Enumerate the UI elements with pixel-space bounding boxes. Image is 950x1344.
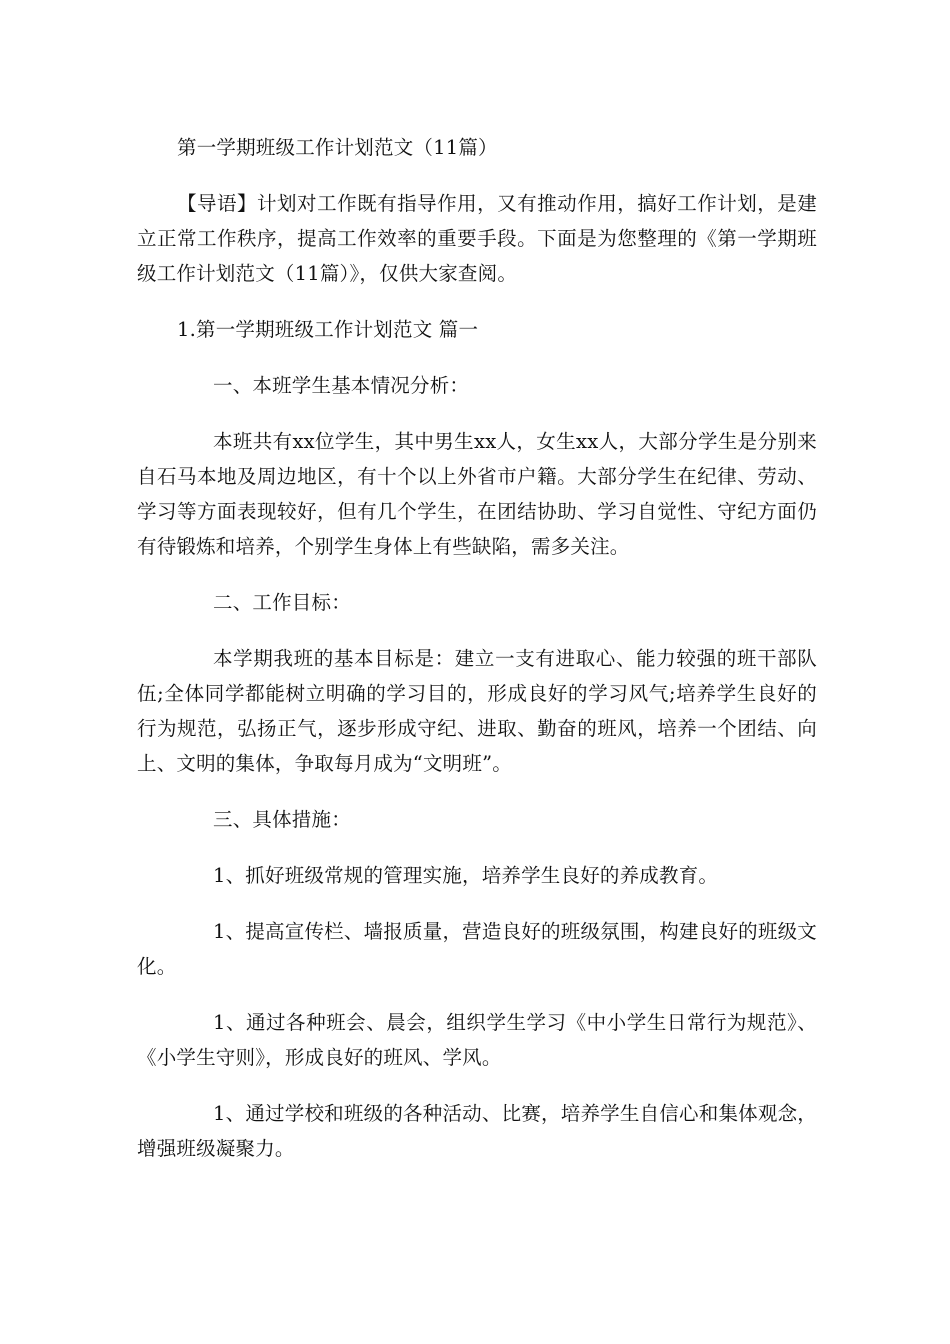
heading-basic-situation: 一、本班学生基本情况分析： [213,374,470,397]
measure-item: 1、通过各种班会、晨会，组织学生学习《中小学生日常行为规范》、《小学生守则》，形成良好的班风、学风。 [137,1011,817,1069]
document-body [137,130,817,1166]
intro-paragraph: 【导语】计划对工作既有指导作用，又有推动作用，搞好工作计划，是建立正常工作秩序，提高工作效率的重要手段。下面是为您整理的《第一学期班级工作计划范文（11篇）》，仅供大家查阅。 [137,192,817,285]
measure-item: 1、抓好班级常规的管理实施，培养学生良好的养成教育。 [213,864,719,887]
paragraph-work-goals: 本学期我班的基本目标是：建立一支有进取心、能力较强的班干部队伍;全体同学都能树立明确的学习目的，形成良好的学习风气;培养学生良好的行为规范，弘扬正气，逐步形成守纪、进取、勤奋的班风，培养一个团结、向上、文明的集体，争取每月成为“文明班”。 [137,647,817,775]
heading-specific-measures: 三、具体措施： [213,808,351,831]
measure-item: 1、提高宣传栏、墙报质量，营造良好的班级氛围，构建良好的班级文化。 [137,920,817,978]
measure-item: 1、通过学校和班级的各种活动、比赛，培养学生自信心和集体观念，增强班级凝聚力。 [137,1102,817,1160]
paragraph-basic-situation: 本班共有xx位学生，其中男生xx人，女生xx人，大部分学生是分别来自石马本地及周边地区，有十个以上外省市户籍。大部分学生在纪律、劳动、学习等方面表现较好，但有几个学生，在团结协助、学习自觉性、守纪方面仍有待锻炼和培养，个别学生身体上有些缺陷，需多关注。 [137,430,817,558]
heading-work-goals: 二、工作目标： [213,591,351,614]
section-title: 1.第一学期班级工作计划范文 篇一 [177,318,479,341]
document-title: 第一学期班级工作计划范文（11篇） [177,136,498,159]
